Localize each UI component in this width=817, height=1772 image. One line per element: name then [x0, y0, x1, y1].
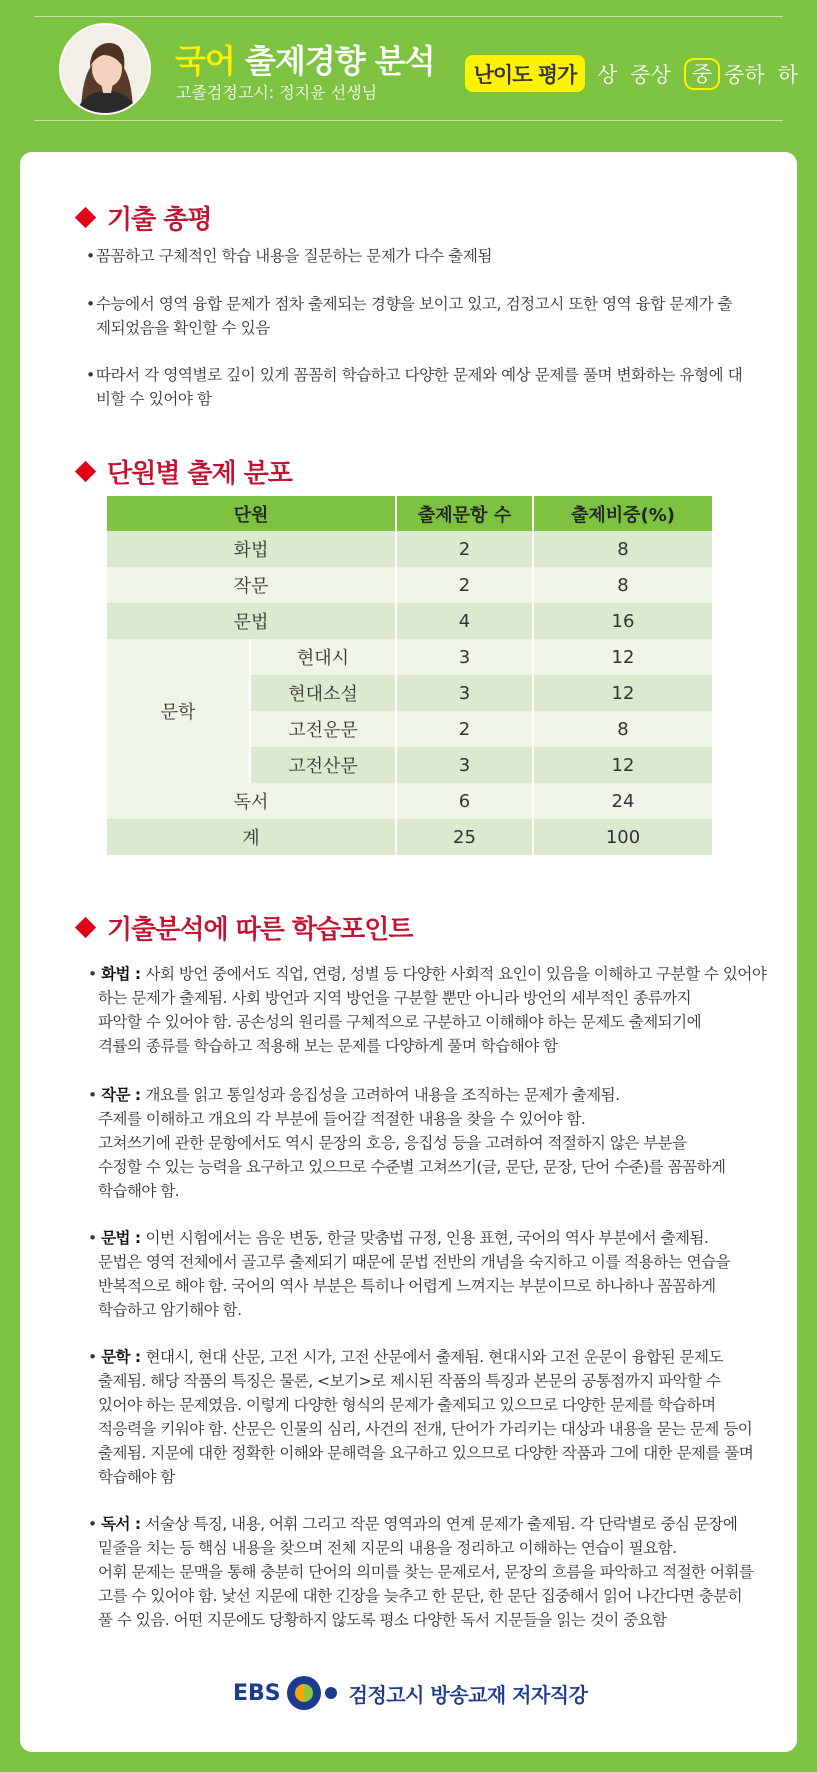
table-header-row — [107, 496, 712, 531]
table-row — [107, 783, 712, 819]
summary-bullet: • 수능에서 영역 융합 문제가 점차 출제되는 경향을 보이고 있고, 검정고시 또한 영역 융합 문제가 출제되었음을 확인할 수 있음 — [86, 295, 733, 337]
count-cell: 2 — [396, 531, 533, 567]
table-row — [107, 531, 712, 567]
ratio-cell: 100 — [533, 819, 712, 855]
header — [0, 0, 817, 152]
table-row — [107, 603, 712, 639]
teacher-avatar — [59, 23, 151, 115]
unit-cell: 작문 — [107, 567, 396, 603]
section-title-summary: 기출 총평 — [78, 199, 212, 236]
ratio-cell: 12 — [533, 639, 712, 675]
footer-brand — [233, 1676, 587, 1710]
summary-bullet: • 꼼꼼하고 구체적인 학습 내용을 질문하는 문제가 다수 출제됨 — [86, 247, 493, 265]
group-cell-literature: 문학 — [107, 639, 250, 783]
header-divider-bottom — [34, 120, 783, 121]
section-title-learning: 기출분석에 따른 학습포인트 — [78, 909, 413, 946]
count-cell: 4 — [396, 603, 533, 639]
count-cell: 3 — [396, 675, 533, 711]
subunit-cell: 현대소설 — [250, 675, 396, 711]
diamond-bullet-icon — [75, 207, 96, 228]
diamond-bullet-icon — [75, 461, 96, 482]
ebs-dot-icon — [325, 1687, 337, 1699]
count-cell: 2 — [396, 567, 533, 603]
ratio-cell: 8 — [533, 531, 712, 567]
footer-text: 검정고시 방송교재 저자직강 — [348, 1682, 588, 1707]
count-cell: 2 — [396, 711, 533, 747]
difficulty-levels — [597, 58, 811, 90]
level-mid-selected: 중 — [684, 58, 720, 90]
count-cell: 3 — [396, 747, 533, 783]
ratio-cell: 12 — [533, 747, 712, 783]
count-cell: 25 — [396, 819, 533, 855]
count-cell: 6 — [396, 783, 533, 819]
ratio-cell: 8 — [533, 567, 712, 603]
learning-point-writing: • 작문 : 개요를 읽고 통일성과 응집성을 고려하여 내용을 조직하는 문제가 출제됨. 주제를 이해하고 개요의 각 부분에 들어갈 적절한 내용을 찾을 수 있어야 함. 고쳐쓰기에 관한 문항에서도 역시 문장의 호응, 응집성 등을 고려하여 적절하지 않은 부분을 수정할 수 있는 능력을 요구하고 있으므로 수준별 고쳐쓰기(글, 문단, 문장, 단어 수준)를 꼼꼼하게 학습해야 함. — [88, 1086, 726, 1200]
ebs-brand: EBS — [233, 1680, 281, 1706]
header-divider-top — [34, 16, 783, 17]
learning-point-literature: • 문학 : 현대시, 현대 산문, 고전 시가, 고전 산문에서 출제됨. 현대시와 고전 운문이 융합된 문제도 출제됨. 해당 작품의 특징은 물론, <보기>로 제시된 작품의 특징과 본문의 공통점까지 파악할 수 있어야 하는 문제였음. 이렇게 다양한 형식의 문제가 출제되고 있으므로 다양한 문제를 학습하며 적응력을 키워야 함. 산문은 인물의 심리, 사건의 전개, 단어가 가리키는 대상과 내용을 묻는 문제 등이 출제됨. 지문에 대한 정확한 이해와 문해력을 요구하고 있으므로 다양한 작품과 그에 대한 문제를 풀며 학습해야 함 — [88, 1348, 754, 1486]
page-title: 국어 출제경향 분석 — [175, 42, 435, 80]
learning-point-grammar: • 문법 : 이번 시험에서는 음운 변동, 한글 맞춤법 규정, 인용 표현, 국어의 역사 부분에서 출제됨. 문법은 영역 전체에서 골고루 출제되기 때문에 문법 전반의 개념을 숙지하고 이를 적용하는 연습을 반복적으로 해야 함. 국어의 역사 부분은 특히나 어렵게 느껴지는 부분이므로 하나하나 꼼꼼하게 학습하고 암기해야 함. — [88, 1229, 731, 1319]
level-low: 하 — [777, 63, 799, 87]
unit-cell: 화법 — [107, 531, 396, 567]
col-header-unit: 단원 — [107, 496, 396, 531]
ratio-cell: 8 — [533, 711, 712, 747]
unit-cell: 독서 — [107, 783, 396, 819]
difficulty-badge: 난이도 평가 — [465, 55, 585, 92]
learning-point-reading: • 독서 : 서술상 특징, 내용, 어휘 그리고 작문 영역과의 연계 문제가 출제됨. 각 단락별로 중심 문장에 밑줄을 치는 등 핵심 내용을 찾으며 전체 지문의 내용을 정리하고 이해하는 연습이 필요함. 어휘 문제는 문맥을 통해 충분히 단어의 의미를 찾는 문제로서, 문장의 흐름을 파악하고 적절한 어휘를 고를 수 있어야 함. 낯선 지문에 대한 긴장을 늦추고 한 문단, 한 문단 집중해서 읽어 나간다면 충분히 풀 수 있음. 어떤 지문에도 당황하지 않도록 평소 다양한 독서 지문들을 읽는 것이 중요함 — [88, 1515, 754, 1629]
ratio-cell: 12 — [533, 675, 712, 711]
page-subtitle: 고졸검정고시: 정지윤 선생님 — [176, 83, 378, 102]
ratio-cell: 16 — [533, 603, 712, 639]
summary-bullet: • 따라서 각 영역별로 깊이 있게 꼼꼼히 학습하고 다양한 문제와 예상 문제를 풀며 변화하는 유형에 대비할 수 있어야 함 — [86, 366, 743, 408]
diamond-bullet-icon — [75, 917, 96, 938]
section-title-distribution: 단원별 출제 분포 — [78, 453, 292, 490]
level-mid-high: 중상 — [630, 63, 671, 87]
table-row — [107, 567, 712, 603]
unit-cell: 문법 — [107, 603, 396, 639]
ebs-logo-icon — [287, 1676, 321, 1710]
table-row — [107, 639, 712, 675]
subunit-cell: 현대시 — [250, 639, 396, 675]
level-high: 상 — [597, 63, 618, 87]
table-total-row — [107, 819, 712, 855]
learning-point-speech: • 화법 : 사회 방언 중에서도 직업, 연령, 성별 등 다양한 사회적 요인이 있음을 이해하고 구분할 수 있어야 하는 문제가 출제됨. 사회 방언과 지역 방언을 구분할 뿐만 아니라 방언의 세부적인 종류까지 파악할 수 있어야 함. 공손성의 원리를 구체적으로 구분하고 이해해야 하는 문제도 출제되기에 격률의 종류를 학습하고 적용해 보는 문제를 다양하게 풀며 학습해야 함 — [88, 965, 767, 1055]
level-mid-low: 중하 — [724, 63, 765, 87]
unit-cell: 계 — [107, 819, 396, 855]
col-header-count: 출제문항 수 — [396, 496, 533, 531]
ratio-cell: 24 — [533, 783, 712, 819]
distribution-table — [107, 496, 712, 855]
count-cell: 3 — [396, 639, 533, 675]
subunit-cell: 고전운문 — [250, 711, 396, 747]
col-header-ratio: 출제비중(%) — [533, 496, 712, 531]
subunit-cell: 고전산문 — [250, 747, 396, 783]
